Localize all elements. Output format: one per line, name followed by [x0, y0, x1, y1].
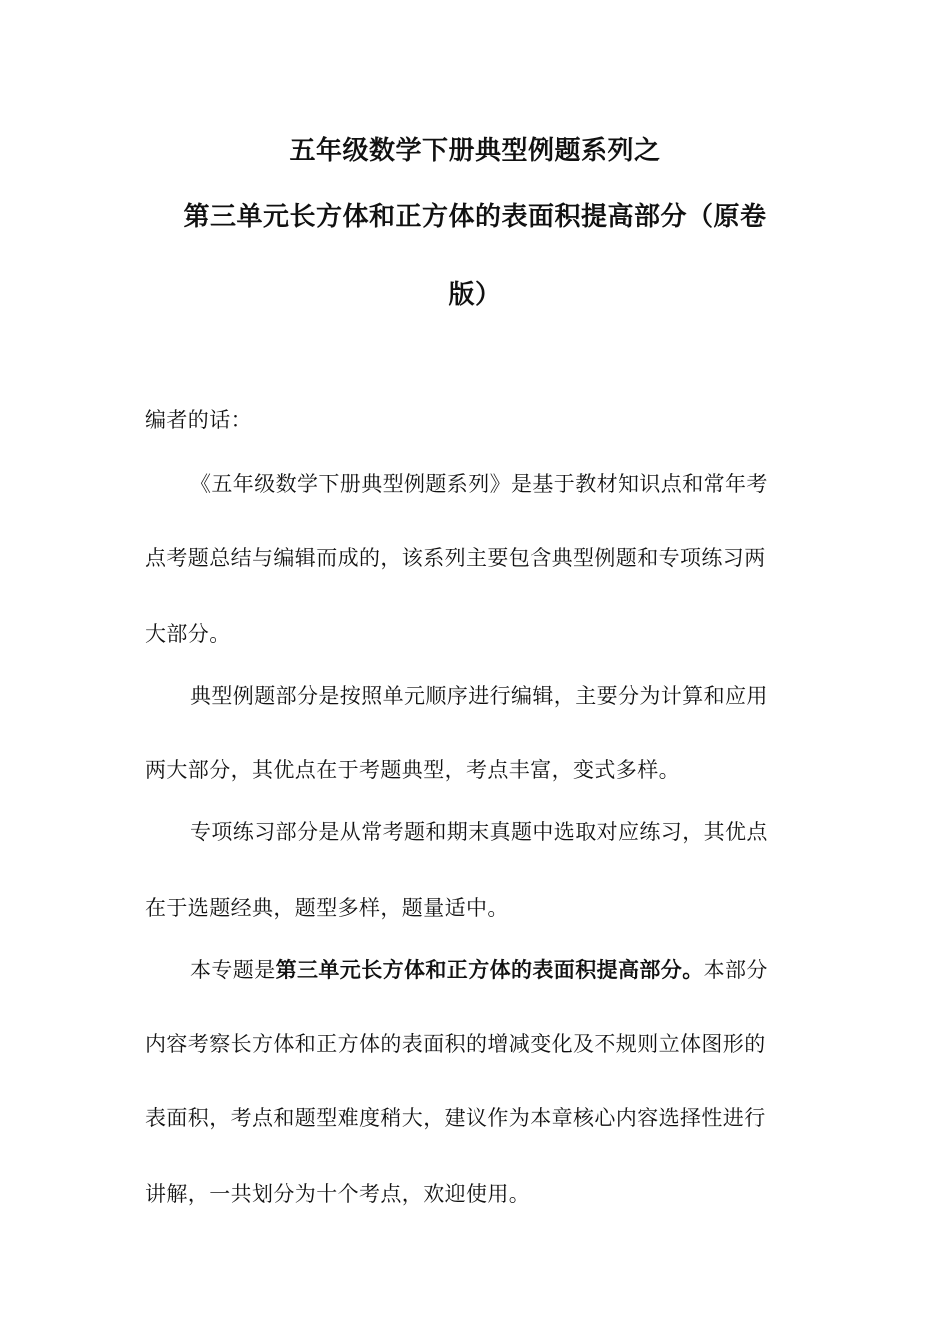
paragraph-3-line-1: 专项练习部分是从常考题和期末真题中选取对应练习，其优点	[190, 820, 768, 844]
paragraph-4-line-4: 讲解，一共划分为十个考点，欢迎使用。	[145, 1182, 531, 1206]
paragraph-2-line-1: 典型例题部分是按照单元顺序进行编辑，主要分为计算和应用	[190, 684, 768, 708]
paragraph-1-line-3: 大部分。	[145, 622, 231, 646]
editor-heading: 编者的话：	[145, 408, 252, 432]
document-title-line-2: 第三单元长方体和正方体的表面积提高部分（原卷	[183, 202, 767, 232]
paragraph-4-suffix: 本部分	[703, 958, 768, 982]
paragraph-1-line-2: 点考题总结与编辑而成的，该系列主要包含典型例题和专项练习两	[145, 546, 766, 570]
document-title-line-1: 五年级数学下册典型例题系列之	[289, 136, 661, 166]
paragraph-3-line-2: 在于选题经典，题型多样，题量适中。	[145, 896, 509, 920]
paragraph-2-line-2: 两大部分，其优点在于考题典型，考点丰富，变式多样。	[145, 758, 680, 782]
document-title-line-3: 版）	[448, 280, 502, 310]
paragraph-4-line-1	[190, 960, 805, 981]
paragraph-4-line-2: 内容考察长方体和正方体的表面积的增减变化及不规则立体图形的	[145, 1032, 766, 1056]
paragraph-4-line-3: 表面积，考点和题型难度稍大，建议作为本章核心内容选择性进行	[145, 1106, 766, 1130]
paragraph-1-line-1: 《五年级数学下册典型例题系列》是基于教材知识点和常年考	[190, 472, 768, 496]
paragraph-4-prefix: 本专题是	[190, 958, 276, 982]
paragraph-4-topic-bold: 第三单元长方体和正方体的表面积提高部分。	[275, 958, 704, 982]
